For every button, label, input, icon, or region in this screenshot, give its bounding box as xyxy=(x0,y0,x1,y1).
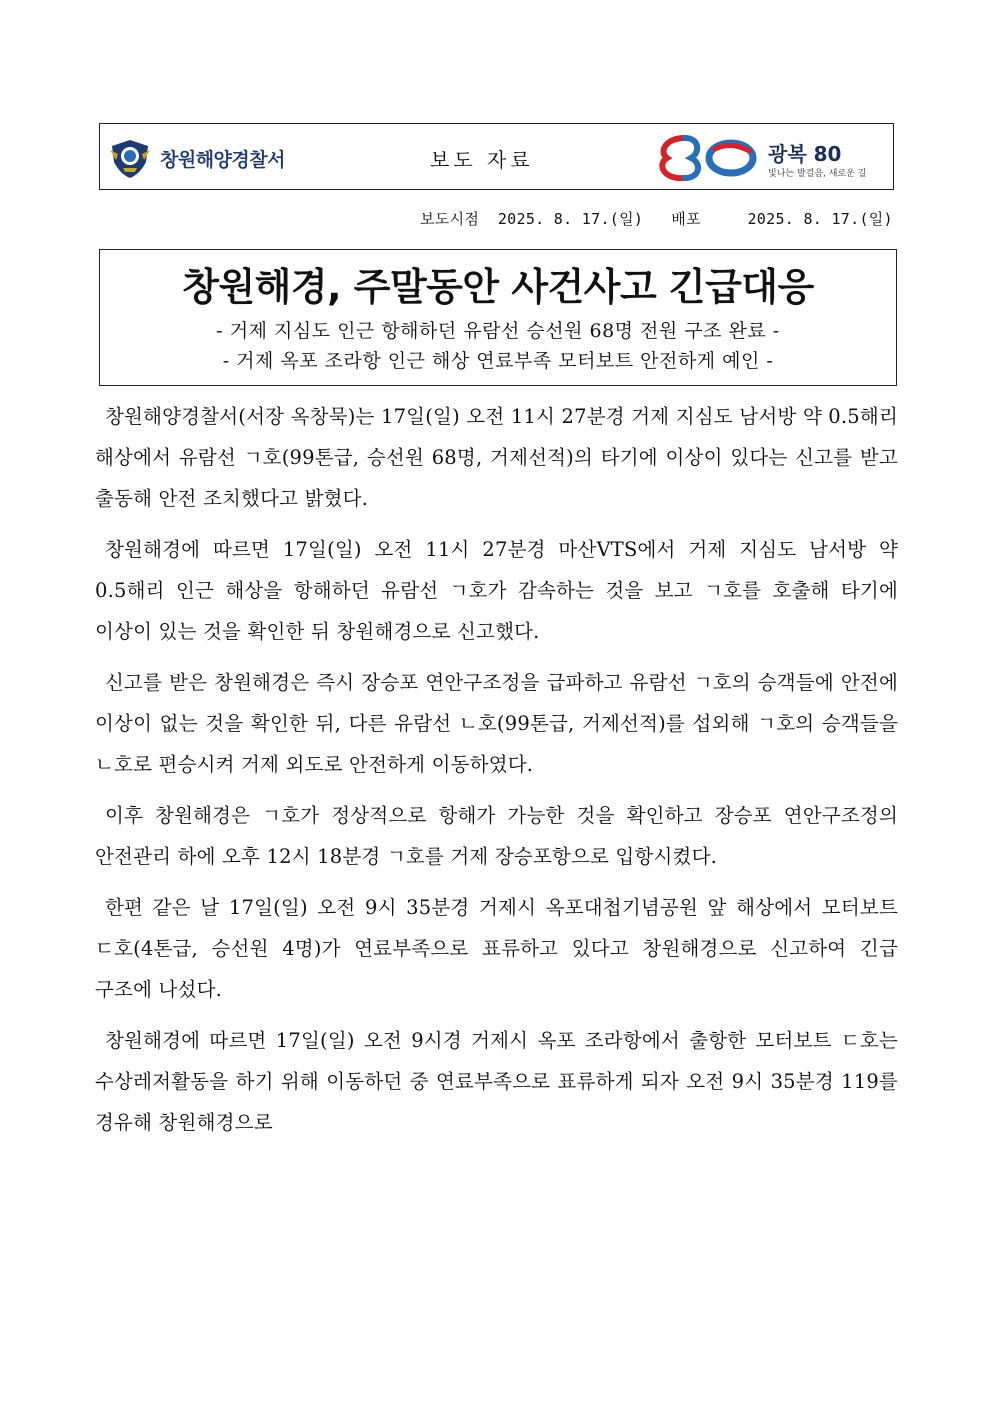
paragraph: 창원해경에 따르면 17일(일) 오전 11시 27분경 마산VTS에서 거제 지심도 남서방 약 0.5해리 인근 해상을 항해하던 유람선 ㄱ호가 감속하는 것을 보고 ㄱ호를 호출해 타기에 이상이 있는 것을 확인한 뒤 창원해경으로 신고했다. xyxy=(95,538,898,643)
headline: 창원해경, 주말동안 사건사고 긴급대응 xyxy=(182,265,814,309)
title-box xyxy=(99,249,897,386)
paragraph: 창원해양경찰서(서장 옥창묵)는 17일(일) 오전 11시 27분경 거제 지심도 남서방 약 0.5해리 해상에서 유람선 ㄱ호(99톤급, 승선원 68명, 거제선적)의 타기에 이상이 있다는 신고를 받고 출동해 안전 조치했다고 밝혔다. xyxy=(95,405,898,510)
coast-guard-emblem-icon xyxy=(108,136,152,180)
anniversary-slogan: 빛나는 발걸음, 새로운 길 xyxy=(768,169,867,179)
paragraph: 창원해경에 따르면 17일(일) 오전 9시경 거제시 옥포 조라항에서 출항한 모터보트 ㄷ호는 수상레저활동을 하기 위해 이동하던 중 연료부족으로 표류하게 되자 오전 9시 35분경 119를 경유해 창원해경으로 xyxy=(95,1029,898,1134)
release-date-line: 보도시점 2025. 8. 17.(일) 배포 2025. 8. 17.(일) xyxy=(420,210,893,228)
doc-type-label: 보도 자료 xyxy=(430,148,534,172)
paragraph: 신고를 받은 창원해경은 즉시 장승포 연안구조정을 급파하고 유람선 ㄱ호의 승객들에 안전에 이상이 없는 것을 확인한 뒤, 다른 유람선 ㄴ호(99톤급, 거제선적)를 섭외해 ㄱ호의 승객들을 ㄴ호로 편승시켜 거제 외도로 안전하게 이동하였다. xyxy=(95,671,898,776)
liberation-80-block xyxy=(655,132,890,184)
liberation-80-logo-icon xyxy=(655,132,765,184)
article-body xyxy=(95,396,898,1153)
paragraph: 이후 창원해경은 ㄱ호가 정상적으로 항해가 가능한 것을 확인하고 장승포 연안구조정의 안전관리 하에 오후 12시 18분경 ㄱ호를 거제 장승포항으로 입항시켰다. xyxy=(95,804,898,868)
org-name: 창원해양경찰서 xyxy=(160,148,285,171)
anniversary-title: 광복 80 xyxy=(768,142,842,166)
press-header xyxy=(99,123,894,190)
subtitle-2: - 거제 옥포 조라항 인근 해상 연료부족 모터보트 안전하게 예인 - xyxy=(222,350,774,372)
paragraph: 한편 같은 날 17일(일) 오전 9시 35분경 거제시 옥포대첩기념공원 앞 해상에서 모터보트 ㄷ호(4톤급, 승선원 4명)가 연료부족으로 표류하고 있다고 창원해경으로 신고하여 긴급 구조에 나섰다. xyxy=(95,896,898,1001)
org-block xyxy=(108,136,285,180)
subtitle-1: - 거제 지심도 인근 항해하던 유람선 승선원 68명 전원 구조 완료 - xyxy=(216,320,780,342)
